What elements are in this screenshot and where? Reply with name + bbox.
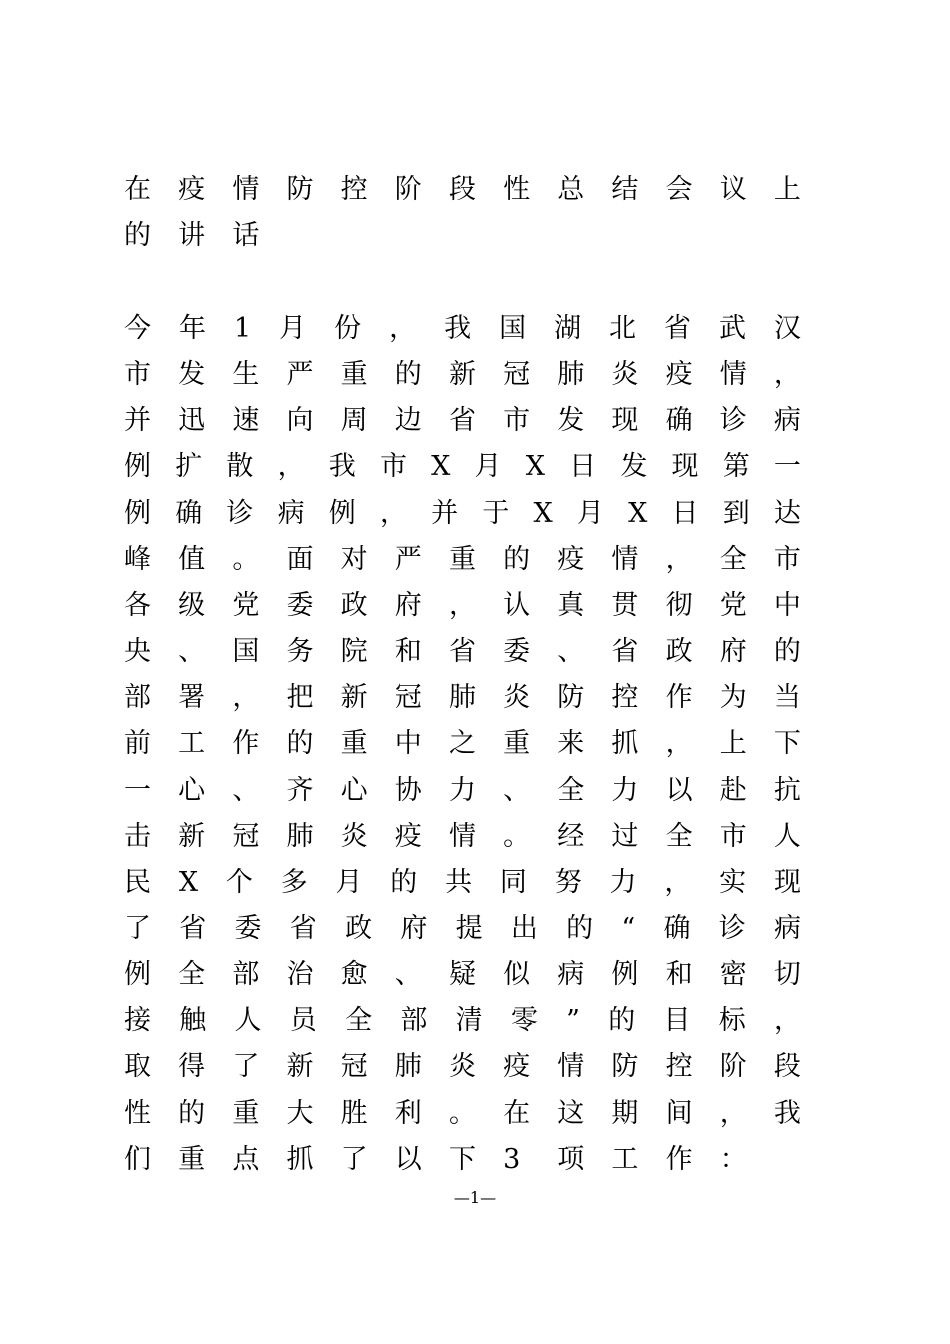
- glyph: 性: [503, 174, 531, 205]
- glyph: 中: [773, 590, 801, 621]
- glyph: 部: [400, 1005, 428, 1036]
- glyph: 了: [124, 913, 151, 944]
- glyph: 月: [279, 313, 307, 344]
- glyph: 对: [340, 544, 368, 575]
- glyph: 央: [124, 636, 151, 667]
- glyph: 重: [340, 728, 368, 759]
- glyph: 的: [178, 1098, 206, 1129]
- glyph: 冠: [394, 682, 422, 713]
- glyph: 湖: [554, 313, 582, 344]
- glyph: 武: [719, 313, 747, 344]
- glyph: 。: [503, 821, 531, 852]
- glyph: 在: [503, 1098, 531, 1129]
- glyph: 我: [328, 451, 356, 482]
- glyph: 结: [611, 174, 639, 205]
- body-line: [124, 909, 801, 949]
- body-line: [124, 771, 801, 811]
- glyph: 诊: [226, 498, 254, 529]
- glyph: 肺: [448, 682, 476, 713]
- glyph: 在: [124, 174, 151, 205]
- glyph: 。: [232, 544, 260, 575]
- glyph: 疫: [665, 359, 693, 390]
- body-line: [124, 1094, 801, 1134]
- glyph: 重: [232, 1098, 260, 1129]
- glyph: 似: [503, 959, 531, 990]
- glyph: 民: [124, 867, 151, 898]
- glyph: 心: [340, 775, 368, 806]
- glyph: 愈: [340, 959, 368, 990]
- glyph: 新: [286, 1051, 314, 1082]
- glyph: 炎: [340, 821, 368, 852]
- body-line: [124, 355, 801, 395]
- glyph: 情: [611, 544, 639, 575]
- glyph: 病: [773, 405, 801, 436]
- glyph: 新: [340, 682, 368, 713]
- glyph: 经: [557, 821, 585, 852]
- page-number: —1—: [453, 1188, 497, 1207]
- glyph: ，: [773, 359, 801, 390]
- glyph: 例: [124, 498, 151, 529]
- glyph: 新: [448, 359, 476, 390]
- glyph: 力: [448, 775, 476, 806]
- glyph: 例: [611, 959, 639, 990]
- body-line: [124, 1001, 801, 1041]
- body-line: [124, 540, 801, 580]
- glyph: 现: [671, 451, 699, 482]
- glyph: 政: [340, 590, 368, 621]
- body-line: [124, 955, 801, 995]
- glyph: 得: [178, 1051, 206, 1082]
- glyph: 现: [773, 867, 801, 898]
- glyph: ，: [665, 544, 693, 575]
- glyph: 炎: [503, 682, 531, 713]
- glyph: ，: [665, 728, 693, 759]
- title-line: [124, 170, 801, 210]
- glyph: 出: [510, 913, 538, 944]
- glyph: ，: [448, 590, 476, 621]
- glyph: 治: [286, 959, 314, 990]
- glyph: 人: [773, 821, 801, 852]
- glyph: 北: [609, 313, 637, 344]
- glyph: 过: [611, 821, 639, 852]
- glyph: 话: [232, 220, 260, 251]
- glyph: 值: [178, 544, 206, 575]
- glyph: 到: [722, 498, 750, 529]
- glyph: 确: [663, 913, 691, 944]
- glyph: 诊: [719, 405, 747, 436]
- body-line: [124, 401, 801, 441]
- glyph: 人: [234, 1005, 262, 1036]
- glyph: ，: [232, 682, 260, 713]
- glyph: 省: [448, 405, 476, 436]
- glyph: ，: [719, 1098, 747, 1129]
- glyph: 达: [773, 498, 801, 529]
- glyph: 讲: [178, 220, 206, 251]
- glyph: 峰: [124, 544, 151, 575]
- glyph: 并: [124, 405, 151, 436]
- glyph: 肺: [286, 821, 314, 852]
- glyph: 、: [503, 775, 531, 806]
- glyph: 省: [289, 913, 317, 944]
- glyph: 中: [394, 728, 422, 759]
- glyph: 取: [124, 1051, 151, 1082]
- glyph: 共: [445, 867, 473, 898]
- glyph: ，: [664, 867, 692, 898]
- glyph: 认: [503, 590, 531, 621]
- glyph: 作: [232, 728, 260, 759]
- glyph: 生: [232, 359, 260, 390]
- glyph: 性: [124, 1098, 151, 1129]
- glyph: 月: [474, 451, 502, 482]
- glyph: 新: [178, 821, 206, 852]
- glyph: “: [621, 913, 636, 944]
- glyph: 防: [286, 174, 314, 205]
- glyph: 政: [665, 636, 693, 667]
- glyph: 全: [719, 544, 747, 575]
- glyph: 彻: [665, 590, 693, 621]
- body-line: [124, 863, 801, 903]
- glyph: 院: [340, 636, 368, 667]
- glyph: 胜: [340, 1098, 368, 1129]
- glyph: 们: [124, 1144, 151, 1175]
- glyph: 为: [719, 682, 747, 713]
- glyph: 项: [557, 1144, 585, 1175]
- glyph: 切: [773, 959, 801, 990]
- glyph: 炎: [448, 1051, 476, 1082]
- glyph: 国: [499, 313, 527, 344]
- glyph: 肺: [394, 1051, 422, 1082]
- glyph: 月: [576, 498, 604, 529]
- glyph: 发: [620, 451, 648, 482]
- glyph: 、: [178, 636, 206, 667]
- glyph: X: [431, 451, 451, 482]
- glyph: 下: [773, 728, 801, 759]
- glyph: 工: [611, 1144, 639, 1175]
- glyph: 实: [719, 867, 747, 898]
- glyph: 防: [611, 1051, 639, 1082]
- glyph: 了: [340, 1144, 368, 1175]
- glyph: 会: [665, 174, 693, 205]
- glyph: 份: [334, 313, 362, 344]
- glyph: 以: [665, 775, 693, 806]
- glyph: 间: [665, 1098, 693, 1129]
- glyph: 、: [394, 959, 422, 990]
- glyph: 控: [665, 1051, 693, 1082]
- glyph: 今: [124, 313, 151, 344]
- glyph: 把: [286, 682, 314, 713]
- glyph: ，: [277, 451, 305, 482]
- glyph: 委: [286, 590, 314, 621]
- glyph: 全: [557, 775, 585, 806]
- glyph: 情: [557, 1051, 585, 1082]
- glyph: 力: [611, 775, 639, 806]
- glyph: 级: [178, 590, 206, 621]
- glyph: 以: [394, 1144, 422, 1175]
- glyph: 确: [665, 405, 693, 436]
- glyph: 肺: [557, 359, 585, 390]
- glyph: 省: [664, 313, 692, 344]
- glyph: 当: [773, 682, 801, 713]
- body-line: [124, 447, 801, 487]
- glyph: 大: [286, 1098, 314, 1129]
- glyph: 面: [286, 544, 314, 575]
- glyph: 现: [611, 405, 639, 436]
- glyph: 的: [390, 867, 418, 898]
- glyph: 市: [773, 544, 801, 575]
- glyph: 重: [448, 544, 476, 575]
- glyph: 1: [233, 313, 252, 344]
- glyph: 、: [232, 775, 260, 806]
- glyph: 情: [719, 359, 747, 390]
- glyph: 抓: [286, 1144, 314, 1175]
- glyph: 日: [671, 498, 699, 529]
- glyph: 例: [124, 451, 151, 482]
- glyph: 一: [773, 451, 801, 482]
- glyph: 疑: [448, 959, 476, 990]
- glyph: 政: [345, 913, 373, 944]
- glyph: 例: [328, 498, 356, 529]
- glyph: 市: [503, 405, 531, 436]
- glyph: 了: [232, 1051, 260, 1082]
- glyph: 发: [178, 359, 206, 390]
- glyph: 之: [448, 728, 476, 759]
- glyph: 议: [719, 174, 747, 205]
- glyph: 委: [503, 636, 531, 667]
- glyph: 密: [719, 959, 747, 990]
- glyph: 多: [280, 867, 308, 898]
- glyph: 于: [482, 498, 510, 529]
- glyph: 病: [774, 913, 801, 944]
- glyph: 作: [665, 682, 693, 713]
- glyph: 真: [557, 590, 585, 621]
- glyph: 的: [286, 728, 314, 759]
- body-line: [124, 494, 801, 534]
- glyph: 员: [289, 1005, 317, 1036]
- glyph: 府: [719, 636, 747, 667]
- glyph: 的: [566, 913, 594, 944]
- glyph: 冠: [232, 821, 260, 852]
- glyph: 努: [554, 867, 582, 898]
- title-line: [124, 216, 801, 256]
- glyph: 期: [611, 1098, 639, 1129]
- glyph: 力: [609, 867, 637, 898]
- glyph: 重: [178, 1144, 206, 1175]
- glyph: 省: [448, 636, 476, 667]
- glyph: 委: [234, 913, 262, 944]
- glyph: 贯: [611, 590, 639, 621]
- glyph: 和: [665, 959, 693, 990]
- glyph: 一: [124, 775, 151, 806]
- glyph: 病: [277, 498, 305, 529]
- glyph: 段: [773, 1051, 801, 1082]
- glyph: 的: [503, 544, 531, 575]
- glyph: 击: [124, 821, 151, 852]
- glyph: 汉: [774, 313, 801, 344]
- glyph: 全: [345, 1005, 373, 1036]
- glyph: 标: [718, 1005, 746, 1036]
- glyph: 情: [232, 174, 260, 205]
- glyph: X: [533, 498, 553, 529]
- glyph: 。: [448, 1098, 476, 1129]
- glyph: 清: [455, 1005, 483, 1036]
- glyph: 个: [225, 867, 253, 898]
- glyph: 总: [557, 174, 585, 205]
- glyph: 炎: [611, 359, 639, 390]
- glyph: 向: [286, 405, 314, 436]
- glyph: 边: [394, 405, 422, 436]
- glyph: 前: [124, 728, 151, 759]
- glyph: ：: [719, 1144, 747, 1175]
- glyph: 市: [719, 821, 747, 852]
- glyph: 重: [340, 359, 368, 390]
- glyph: 市: [379, 451, 407, 482]
- glyph: 下: [448, 1144, 476, 1175]
- body-line: [124, 309, 801, 349]
- glyph: 和: [394, 636, 422, 667]
- glyph: 务: [286, 636, 314, 667]
- glyph: 作: [665, 1144, 693, 1175]
- glyph: 利: [394, 1098, 422, 1129]
- glyph: 扩: [175, 451, 203, 482]
- glyph: ，: [389, 313, 417, 344]
- glyph: 国: [232, 636, 260, 667]
- glyph: 阶: [719, 1051, 747, 1082]
- glyph: 心: [178, 775, 206, 806]
- glyph: 各: [124, 590, 151, 621]
- glyph: 防: [557, 682, 585, 713]
- glyph: 部: [124, 682, 151, 713]
- glyph: 触: [179, 1005, 207, 1036]
- glyph: 接: [124, 1005, 151, 1036]
- glyph: 齐: [286, 775, 314, 806]
- glyph: 冠: [503, 359, 531, 390]
- glyph: 的: [394, 359, 422, 390]
- glyph: 情: [448, 821, 476, 852]
- glyph: X: [628, 498, 648, 529]
- body-line: [124, 1140, 801, 1180]
- glyph: 抓: [611, 728, 639, 759]
- glyph: 迅: [178, 405, 206, 436]
- glyph: 我: [773, 1098, 801, 1129]
- body-line: [124, 1047, 801, 1087]
- glyph: 确: [175, 498, 203, 529]
- glyph: 的: [608, 1005, 636, 1036]
- glyph: 部: [232, 959, 260, 990]
- glyph: 严: [394, 544, 422, 575]
- glyph: 月: [335, 867, 363, 898]
- glyph: 发: [557, 405, 585, 436]
- body-line: [124, 586, 801, 626]
- glyph: 第: [722, 451, 750, 482]
- glyph: 疫: [557, 544, 585, 575]
- glyph: 的: [773, 636, 801, 667]
- glyph: 提: [455, 913, 483, 944]
- glyph: 控: [340, 174, 368, 205]
- glyph: 阶: [394, 174, 422, 205]
- glyph: 疫: [503, 1051, 531, 1082]
- glyph: 3: [503, 1144, 521, 1175]
- glyph: 控: [611, 682, 639, 713]
- glyph: 日: [569, 451, 597, 482]
- body-line: [124, 817, 801, 857]
- glyph: 并: [431, 498, 459, 529]
- glyph: 年: [178, 313, 206, 344]
- glyph: 点: [232, 1144, 260, 1175]
- glyph: 周: [340, 405, 368, 436]
- glyph: 病: [557, 959, 585, 990]
- glyph: 目: [663, 1005, 691, 1036]
- glyph: 省: [179, 913, 207, 944]
- glyph: 零: [510, 1005, 538, 1036]
- glyph: 党: [232, 590, 260, 621]
- glyph: 段: [448, 174, 476, 205]
- body-line: [124, 632, 801, 672]
- glyph: 冠: [340, 1051, 368, 1082]
- glyph: 我: [444, 313, 472, 344]
- glyph: 署: [178, 682, 206, 713]
- glyph: ，: [774, 1005, 801, 1036]
- glyph: 速: [232, 405, 260, 436]
- glyph: ，: [379, 498, 407, 529]
- body-line: [124, 678, 801, 718]
- glyph: 抗: [773, 775, 801, 806]
- glyph: 诊: [718, 913, 746, 944]
- glyph: 府: [394, 590, 422, 621]
- glyph: 工: [178, 728, 206, 759]
- glyph: 同: [499, 867, 527, 898]
- glyph: 来: [557, 728, 585, 759]
- glyph: 这: [557, 1098, 585, 1129]
- glyph: 疫: [394, 821, 422, 852]
- glyph: X: [178, 867, 199, 898]
- glyph: 省: [611, 636, 639, 667]
- glyph: 上: [773, 174, 801, 205]
- glyph: 上: [719, 728, 747, 759]
- glyph: 、: [557, 636, 585, 667]
- glyph: 严: [286, 359, 314, 390]
- glyph: X: [525, 451, 545, 482]
- glyph: 赴: [719, 775, 747, 806]
- glyph: 疫: [178, 174, 206, 205]
- glyph: 协: [394, 775, 422, 806]
- body-line: [124, 724, 801, 764]
- glyph: 散: [226, 451, 254, 482]
- glyph: 全: [665, 821, 693, 852]
- glyph: 的: [124, 220, 151, 251]
- glyph: 党: [719, 590, 747, 621]
- glyph: 全: [178, 959, 206, 990]
- glyph: 重: [503, 728, 531, 759]
- glyph: 例: [124, 959, 151, 990]
- glyph: 市: [124, 359, 151, 390]
- glyph: 府: [400, 913, 428, 944]
- glyph: ”: [566, 1005, 580, 1036]
